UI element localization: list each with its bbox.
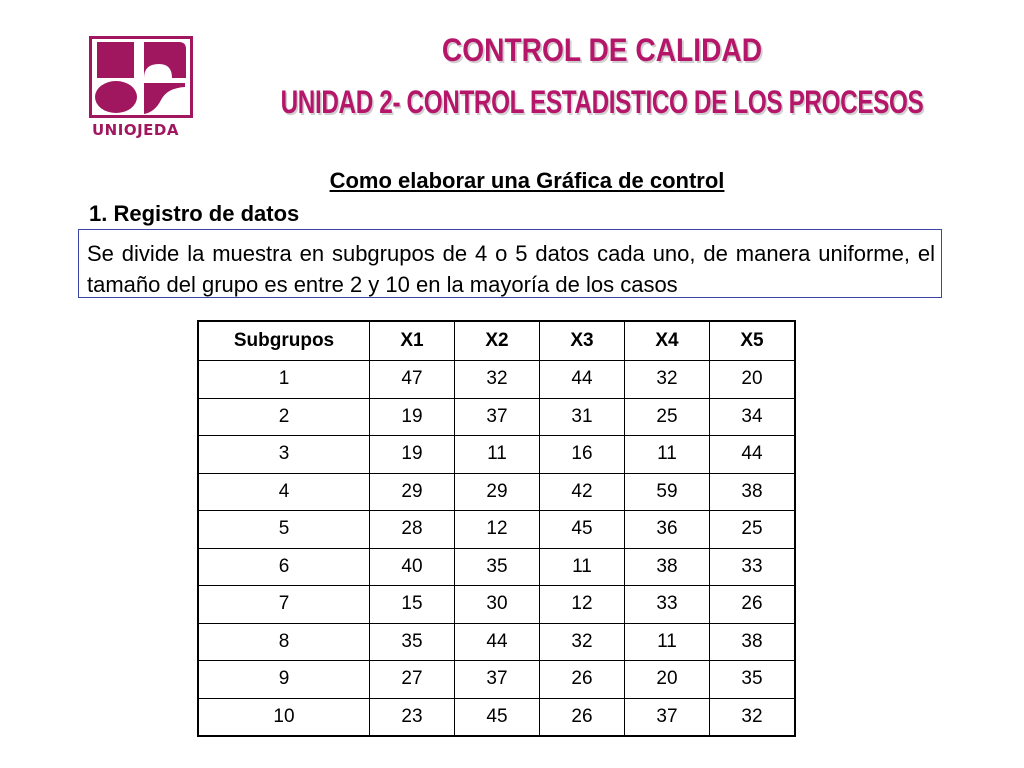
- table-cell: 44: [710, 436, 796, 474]
- section-subtitle-text: Como elaborar una Gráfica de control: [329, 168, 725, 193]
- table-row: [198, 698, 795, 736]
- table-cell: 45: [540, 511, 625, 549]
- table-cell: 10: [198, 698, 370, 736]
- table-cell: 20: [625, 661, 710, 699]
- table-cell: 27: [370, 661, 455, 699]
- table-cell: 7: [198, 586, 370, 624]
- table-cell: 35: [370, 623, 455, 661]
- table-cell: 16: [540, 436, 625, 474]
- table-cell: 1: [198, 361, 370, 399]
- table-cell: 37: [455, 398, 540, 436]
- table-cell: 26: [540, 661, 625, 699]
- table-row: [198, 436, 795, 474]
- table-cell: 25: [625, 398, 710, 436]
- table-cell: 11: [625, 436, 710, 474]
- table-row: [198, 473, 795, 511]
- table-cell: 26: [710, 586, 796, 624]
- table-cell: 38: [625, 548, 710, 586]
- table-cell: 35: [455, 548, 540, 586]
- table-row: [198, 398, 795, 436]
- table-cell: 32: [625, 361, 710, 399]
- table-row: [198, 586, 795, 624]
- table-cell: 37: [625, 698, 710, 736]
- table-cell: 6: [198, 548, 370, 586]
- section-subtitle: [0, 168, 1024, 194]
- table-cell: 44: [540, 361, 625, 399]
- table-row: [198, 548, 795, 586]
- table-row: [198, 623, 795, 661]
- table-cell: 19: [370, 398, 455, 436]
- table-cell: 36: [625, 511, 710, 549]
- table-cell: 33: [625, 586, 710, 624]
- table-cell: 59: [625, 473, 710, 511]
- table-cell: 11: [625, 623, 710, 661]
- table-cell: 25: [710, 511, 796, 549]
- table-cell: 19: [370, 436, 455, 474]
- table-header-row: [198, 321, 795, 361]
- description-box: Se divide la muestra en subgrupos de 4 o 5 datos cada uno, de manera uniforme, el tamaño del grupo es entre 2 y 10 en la mayoría de los casos: [78, 229, 942, 298]
- header-cell: X3: [540, 321, 625, 361]
- table-cell: 30: [455, 586, 540, 624]
- table-cell: 12: [540, 586, 625, 624]
- table-cell: 33: [710, 548, 796, 586]
- table-cell: 28: [370, 511, 455, 549]
- table-cell: 42: [540, 473, 625, 511]
- header-cell: X2: [455, 321, 540, 361]
- table-cell: 5: [198, 511, 370, 549]
- table-row: [198, 511, 795, 549]
- table-cell: 31: [540, 398, 625, 436]
- table-cell: 40: [370, 548, 455, 586]
- data-table: [197, 320, 796, 737]
- table-cell: 34: [710, 398, 796, 436]
- table-cell: 38: [710, 623, 796, 661]
- table-row: [198, 361, 795, 399]
- header-cell: X1: [370, 321, 455, 361]
- table-cell: 2: [198, 398, 370, 436]
- table-cell: 44: [455, 623, 540, 661]
- table-cell: 3: [198, 436, 370, 474]
- table-cell: 32: [455, 361, 540, 399]
- table-cell: 26: [540, 698, 625, 736]
- table-cell: 35: [710, 661, 796, 699]
- table-cell: 11: [540, 548, 625, 586]
- table-cell: 38: [710, 473, 796, 511]
- table-cell: 37: [455, 661, 540, 699]
- table-cell: 15: [370, 586, 455, 624]
- table-row: [198, 661, 795, 699]
- table-cell: 9: [198, 661, 370, 699]
- table-cell: 32: [710, 698, 796, 736]
- table-cell: 29: [370, 473, 455, 511]
- step-heading: 1. Registro de datos: [89, 201, 300, 226]
- table-cell: 20: [710, 361, 796, 399]
- course-title: CONTROL DE CALIDAD: [441, 32, 763, 68]
- logo-wordmark: UNIOJEDA: [92, 121, 179, 139]
- table-cell: 23: [370, 698, 455, 736]
- unit-title: UNIDAD 2- CONTROL ESTADISTICO DE LOS PROCESOS: [280, 84, 924, 120]
- table-cell: 47: [370, 361, 455, 399]
- table-cell: 8: [198, 623, 370, 661]
- table-cell: 11: [455, 436, 540, 474]
- header-cell: Subgrupos: [198, 321, 370, 361]
- table-cell: 29: [455, 473, 540, 511]
- header-cell: X5: [710, 321, 796, 361]
- table-cell: 4: [198, 473, 370, 511]
- table-cell: 45: [455, 698, 540, 736]
- header-cell: X4: [625, 321, 710, 361]
- table-cell: 32: [540, 623, 625, 661]
- table-cell: 12: [455, 511, 540, 549]
